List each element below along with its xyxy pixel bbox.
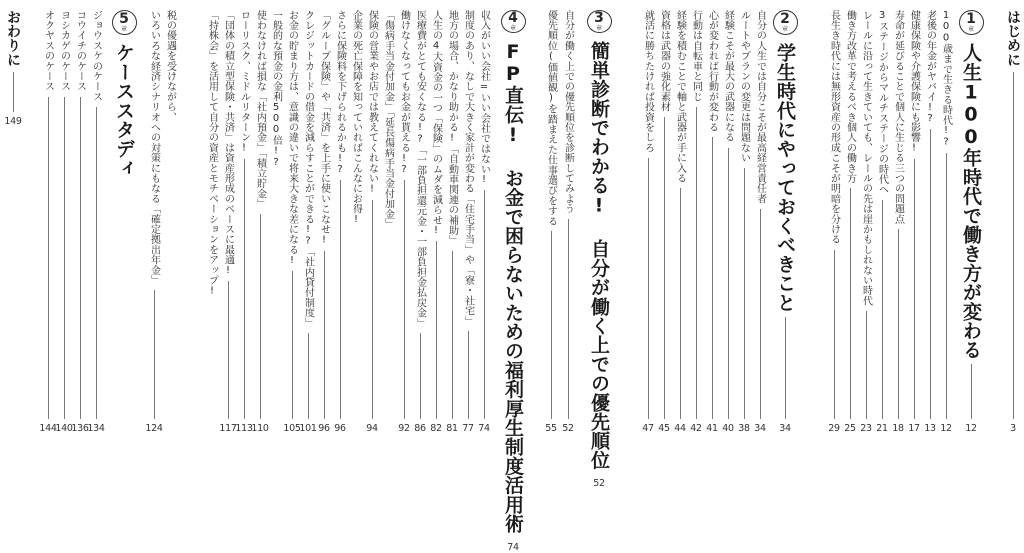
leader-line	[551, 231, 552, 419]
leader-line	[680, 188, 681, 419]
chapter-number-badge	[587, 10, 612, 33]
toc-item[interactable]	[428, 10, 444, 434]
page-number: 101	[299, 423, 317, 434]
chapter-title: 学生時代にやっておくべきこと	[774, 43, 796, 312]
leader-line	[744, 168, 745, 419]
toc-item[interactable]	[204, 10, 220, 434]
leader-line	[468, 331, 469, 419]
page-number: 47	[642, 423, 654, 434]
toc-item[interactable]	[842, 10, 858, 434]
toc-item[interactable]	[220, 10, 236, 434]
chapter-suffix: 章	[595, 25, 602, 32]
toc-entry-hajimeni[interactable]	[1004, 10, 1022, 434]
chapter-number: 1	[966, 11, 976, 27]
page-number: 134	[87, 423, 105, 434]
toc-item[interactable]	[396, 10, 412, 434]
page-number: 124	[145, 423, 163, 434]
toc-item-text: コウイチのケース	[74, 10, 86, 92]
toc-item-text: 長生き時代には無形資産の形成こそが明暗を分ける	[828, 10, 840, 245]
toc-item[interactable]	[906, 10, 922, 434]
page-number: 18	[892, 423, 904, 434]
page-number: 40	[722, 423, 734, 434]
toc-item[interactable]	[656, 10, 672, 434]
leader-line	[96, 107, 97, 419]
chapter-suffix: 章	[509, 25, 516, 32]
toc-item-text: 自分の人生では自分こそが最高経営責任者	[754, 10, 766, 204]
toc-item-text: さらに保険料を下げられるかも!?	[334, 10, 346, 176]
page-number: 44	[674, 423, 686, 434]
leader-line	[648, 158, 649, 419]
toc-item-text: 自分が働く上での優先順位を診断してみよう	[562, 10, 574, 214]
leader-line	[13, 72, 14, 112]
toc-item[interactable]	[543, 10, 559, 434]
toc-item-text: 「傷病手当金付加金」「延長傷病手当金付加金」	[382, 10, 394, 230]
page-number: 23	[860, 423, 872, 434]
toc-item[interactable]	[752, 10, 768, 434]
toc-item[interactable]	[88, 10, 104, 434]
toc-item-text: 使わなければ損な「社内預金」「積立貯金」	[254, 10, 266, 209]
leader-line	[308, 333, 309, 419]
page-number: 77	[462, 423, 474, 434]
toc-item-text: 資格は武器の強化素材	[658, 10, 670, 112]
toc-item-text: 心が変われば行動が変わる	[706, 10, 718, 133]
page-number: 117	[219, 423, 237, 434]
chapter-1-heading[interactable]	[957, 10, 985, 434]
page-number: 113	[235, 423, 253, 434]
page-number: 74	[478, 423, 490, 434]
toc-item[interactable]	[268, 10, 284, 434]
chapter-number-badge	[501, 10, 526, 33]
toc-item[interactable]	[348, 10, 364, 434]
page-number: 12	[940, 423, 952, 434]
leader-line	[760, 209, 761, 419]
toc-item-text: 制度のあり、なしで大きく家計が変わる「住宅手当」や「寮・社宅」	[462, 10, 474, 327]
toc-item[interactable]	[890, 10, 906, 434]
toc-item[interactable]	[938, 10, 954, 434]
toc-item-text: 「グループ保険」や「共済」を上手に使いこなせ!	[318, 10, 330, 246]
toc-item-text: 行動は自転車と同じ	[690, 10, 702, 102]
toc-item[interactable]	[826, 10, 842, 434]
leader-line	[946, 153, 947, 419]
chapter-number-badge	[773, 10, 798, 35]
toc-item[interactable]	[332, 10, 348, 434]
page-number: 52	[593, 478, 605, 490]
leader-line	[664, 117, 665, 419]
chapter-5-heading[interactable]	[110, 10, 138, 434]
toc-item-text: 地方の場合、かなり助かる!「自動車関連の補助」	[446, 10, 458, 246]
toc-item[interactable]	[316, 10, 332, 434]
page-number: 25	[844, 423, 856, 434]
toc-item-text: 健康保険や介護保険にも影響!	[908, 10, 920, 154]
page-number: 42	[690, 423, 702, 434]
leader-line	[882, 200, 883, 419]
toc-item[interactable]	[364, 10, 380, 434]
toc-item-text: 経験を積むことで軸と武器が手に入る	[674, 10, 686, 184]
toc-item-text: ルートやプランの変更は問題ない	[738, 10, 750, 163]
leader-line	[372, 200, 373, 419]
toc-item[interactable]	[146, 10, 162, 434]
toc-item-text: 「持株会」を活用して自分の資産とモチベーションをアップ!	[206, 10, 218, 297]
toc-item-text: 医療費がとても安くなる!?「一部負担還元金・一部負担金払戻金」	[414, 10, 426, 329]
page-number: 12	[965, 423, 977, 434]
chapter-3-heading[interactable]	[585, 10, 613, 490]
toc-item-text: 優先順位(価値観)を踏まえた仕事選びをする	[545, 10, 557, 227]
toc-item[interactable]	[236, 10, 252, 434]
leader-line	[48, 97, 49, 419]
leader-line	[436, 241, 437, 419]
leader-line	[850, 188, 851, 419]
leader-line	[728, 148, 729, 419]
chapter-number: 2	[780, 11, 790, 27]
leader-line	[1013, 72, 1014, 419]
page-number: 96	[318, 423, 330, 434]
toc-item[interactable]	[300, 10, 316, 434]
chapter-title: ケーススタディ	[113, 43, 135, 178]
toc-item-text: 保険の営業やお店では教えてくれない!	[366, 10, 378, 195]
leader-line	[420, 333, 421, 419]
toc-item-text: 100歳まで生きる時代!?	[940, 10, 952, 148]
chapter-number-badge	[112, 10, 137, 35]
toc-item[interactable]	[560, 10, 576, 434]
leader-line	[324, 251, 325, 419]
leader-line	[64, 97, 65, 419]
chapter-2-heading[interactable]	[771, 10, 799, 434]
leader-line	[866, 311, 867, 419]
leader-line	[484, 190, 485, 419]
chapter-suffix: 章	[967, 26, 974, 33]
page-number: 149	[4, 115, 22, 127]
toc-entry-owarini[interactable]	[2, 10, 24, 434]
toc-item[interactable]	[380, 10, 396, 434]
hajimeni-label: はじめに	[1005, 10, 1021, 67]
toc-item-text: 「団体の積立型保険・共済」は資産形成のベースに最適!	[222, 10, 234, 277]
leader-line	[244, 159, 245, 419]
chapter-number-badge	[959, 10, 984, 35]
chapter-4-heading[interactable]	[499, 10, 527, 553]
toc-item-text: 就活に勝ちたければ投資をしろ	[642, 10, 654, 153]
toc-item-text: ヨシカゲのケース	[58, 10, 70, 92]
leader-line	[712, 137, 713, 419]
toc-item-text: 寿命が延びることで個人に生じる三つの問題点	[892, 10, 904, 225]
toc-item[interactable]	[672, 10, 688, 434]
leader-line	[452, 251, 453, 419]
page-number: 29	[828, 423, 840, 434]
page-number: 41	[706, 423, 718, 434]
toc-item[interactable]	[412, 10, 428, 434]
toc-item[interactable]	[640, 10, 656, 434]
page-number: 144	[39, 423, 57, 434]
toc-item-text: レールに沿って生きていても、レールの先は崖かもしれない時代	[860, 10, 872, 306]
toc-item-text: 一般的な預金の金利500倍!?	[270, 10, 282, 168]
toc-item[interactable]	[688, 10, 704, 434]
leader-line	[971, 364, 972, 419]
chapter-number: 3	[594, 10, 604, 26]
page-number: 92	[398, 423, 410, 434]
page-number: 52	[562, 423, 574, 434]
toc-item[interactable]	[476, 10, 492, 434]
toc-item[interactable]	[858, 10, 874, 434]
toc-item[interactable]	[704, 10, 720, 434]
leader-line	[154, 290, 155, 419]
leader-line	[834, 250, 835, 419]
page-number: 96	[334, 423, 346, 434]
chapter-title: 人生100年時代で働き方が変わる	[960, 43, 982, 360]
chapter-suffix: 章	[120, 26, 127, 33]
page-number: 13	[924, 423, 936, 434]
toc-item-text: 税の優遇を受けながら、	[164, 10, 176, 123]
leader-line	[260, 214, 261, 419]
toc-item-text: 老後の年金がヤバイ!?	[924, 10, 936, 125]
toc-item[interactable]	[252, 10, 268, 434]
page-number: 17	[908, 423, 920, 434]
page-number: 34	[779, 423, 791, 434]
page-number: 55	[545, 423, 557, 434]
leader-line	[930, 129, 931, 419]
owarini-label: おわりに	[5, 10, 21, 67]
toc-item[interactable]	[922, 10, 938, 434]
toc-item-text: いろいろな経済シナリオへの対策にもなる「確定拠出年金」	[148, 10, 160, 286]
page-number: 140	[55, 423, 73, 434]
page-number: 45	[658, 423, 670, 434]
toc-item-text: 収入がいい会社=いい会社ではない!	[478, 10, 490, 186]
chapter-number: 4	[508, 10, 518, 26]
toc-item-text: 経験こそが最大の武器になる	[722, 10, 734, 143]
leader-line	[696, 107, 697, 419]
page-number: 82	[430, 423, 442, 434]
page-number: 3	[1010, 423, 1016, 434]
leader-line	[914, 159, 915, 419]
toc-item-text: クレジットカードの借金を減らすことができる!?「社内貸付制度」	[302, 10, 314, 329]
toc-item[interactable]	[56, 10, 72, 434]
page-number: 38	[738, 423, 750, 434]
leader-line	[898, 229, 899, 419]
leader-line	[404, 180, 405, 419]
page-number: 110	[251, 423, 269, 434]
toc-item-text: 企業の死亡保障を知っていればこんなにお得!	[350, 10, 362, 226]
leader-line	[785, 317, 786, 419]
leader-line	[292, 271, 293, 419]
toc-item-text: 働き方改革で考えるべき個人の働き方	[844, 10, 856, 184]
page-number: 81	[446, 423, 458, 434]
toc-item[interactable]	[444, 10, 460, 434]
toc-item[interactable]	[874, 10, 890, 434]
toc-item-text: お金の貯まり方は、意識の違いで将来大きな差になる!	[286, 10, 298, 266]
toc-item-text: 働けなくなってもお金が貰える!?	[398, 10, 410, 176]
toc-item[interactable]	[736, 10, 752, 434]
page-number: 105	[283, 423, 301, 434]
leader-line	[80, 97, 81, 419]
page-number: 94	[366, 423, 378, 434]
page-number: 34	[754, 423, 766, 434]
toc-item[interactable]	[40, 10, 56, 434]
chapter-title: FP直伝! お金で困らないための福利厚生制度活用術	[502, 41, 524, 533]
toc-item[interactable]	[284, 10, 300, 434]
toc-item-text: 人生の4大資金の一つ「保険」のムダを減らせ!	[430, 10, 442, 237]
page-number: 136	[71, 423, 89, 434]
toc-item[interactable]	[162, 10, 178, 434]
chapter-title: 簡単診断でわかる! 自分が働く上での優先順位	[588, 41, 610, 470]
page-number: 21	[876, 423, 888, 434]
leader-line	[568, 219, 569, 419]
page-number: 86	[414, 423, 426, 434]
toc-item-text: 3ステージからマルチステージの時代へ	[876, 10, 888, 195]
toc-item-text: ローリスク、ミドルリターン!	[238, 10, 250, 154]
chapter-number: 5	[119, 11, 129, 27]
page-number: 74	[507, 542, 519, 553]
leader-line	[340, 180, 341, 419]
toc-item-text: ジョウスケのケース	[90, 10, 102, 102]
toc-item[interactable]	[72, 10, 88, 434]
toc-item-text: オクヤスのケース	[42, 10, 54, 92]
toc-item[interactable]	[460, 10, 476, 434]
chapter-suffix: 章	[781, 26, 788, 33]
toc-item[interactable]	[720, 10, 736, 434]
leader-line	[228, 281, 229, 419]
